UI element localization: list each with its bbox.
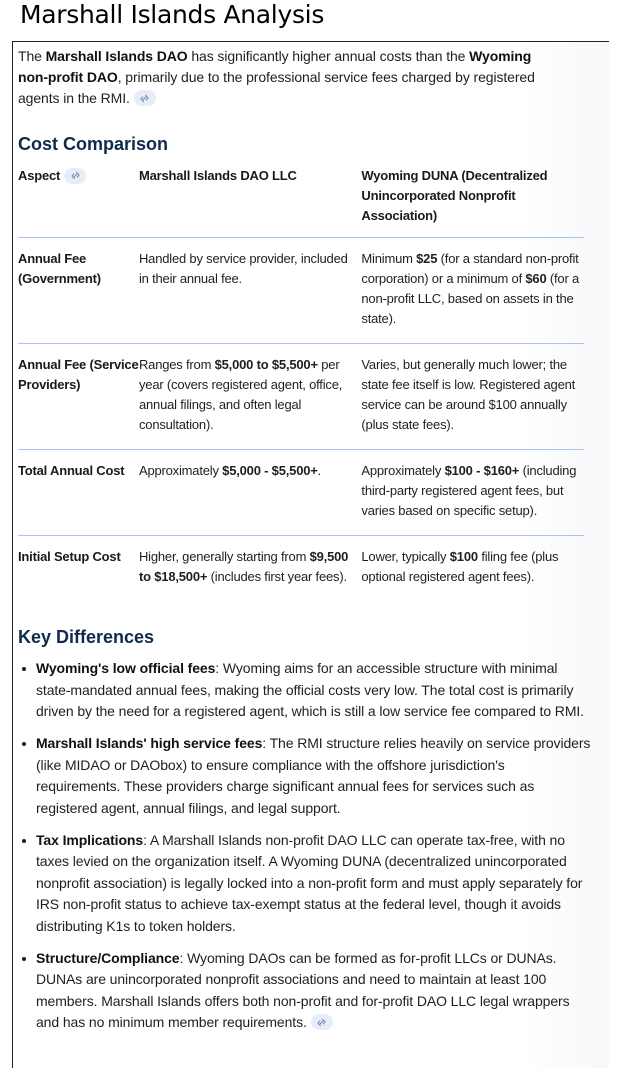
cell-text: Higher, generally starting from [138,549,310,564]
row-wyoming-value [361,450,584,536]
row-wyoming-value [361,238,584,344]
cell-text: Handled by service provider, included in their annual fee. [138,251,348,286]
row-aspect: Initial Setup Cost [18,549,121,564]
intro-bold-mi: Marshall Islands DAO [45,48,188,64]
list-item-text: : Wyoming DAOs can be formed as for-profit LLCs or DUNAs. DUNAs are unincorporated nonprofit associations and need to maintain at least 100 members. Marshall Islands offers both non-profit and for-profit DAO LLC legal wrappers and has no minimum member requirements. [36,949,570,1030]
cell-text: . [317,463,322,478]
citation-link-button[interactable] [134,90,156,106]
section-heading-key-differences: Key Differences [18,627,155,647]
cell-text: (including third-party registered agent fees, but varies based on specific setup). [361,463,577,518]
cell-bold: $5,000 - $5,500+ [222,463,318,478]
list-item-title: Structure/Compliance [36,949,180,966]
table-header-row [18,164,584,238]
intro-text: The [18,48,46,64]
cell-text: Approximately [361,463,445,478]
row-marshall-islands-value [139,238,361,344]
intro-text: has significantly higher annual costs than the [187,48,470,64]
key-differences-list [18,658,591,1044]
intro-paragraph [18,46,563,109]
column-header-aspect [18,164,139,238]
cell-bold: $5,000 to $5,500+ [214,357,318,372]
row-marshall-islands-value [139,344,361,450]
list-item-title: Marshall Islands' high service fees [36,735,263,751]
cell-text: Ranges from [138,357,215,372]
cell-text: Varies, but generally much lower; the state fee itself is low. Registered agent service can be around $100 annually (plus state fees). [361,357,576,432]
list-item [36,830,591,938]
citation-link-button[interactable] [311,1014,333,1030]
column-header-label: Aspect [18,168,61,183]
row-aspect: Annual Fee (Government) [18,238,139,344]
link-icon [71,171,80,180]
column-header-marshall-islands: Marshall Islands DAO LLC [139,164,361,238]
list-item-title: Wyoming's low official fees [36,660,216,676]
row-wyoming-value [361,536,584,602]
list-item-text: : A Marshall Islands non-profit DAO LLC can operate tax-free, with no taxes levied on the organization itself. A Wyoming DUNA (decentralized unincorporated nonprofit association) is legally locked into a non-profit form and must apply separately for IRS non-profit status to achieve tax-exempt status at the federal level, though it avoids distributing K1s to token holders. [36,831,583,934]
row-marshall-islands-value [139,450,361,536]
cell-text: filing fee (plus optional registered agent fees). [361,549,559,584]
cell-text: per year (covers registered agent, office, annual filings, and often legal consultation). [138,357,343,432]
page-title: Marshall Islands Analysis [20,0,325,29]
row-marshall-islands-value [139,536,361,602]
response-content [18,46,591,1030]
cell-text: (includes first year fees). [207,569,347,584]
cell-text: Lower, typically [361,549,450,564]
citation-link-button[interactable] [64,168,86,184]
cell-text: Approximately [138,463,223,478]
intro-bold-wy: Wyoming non-profit DAO [18,48,532,85]
list-item-text: : Wyoming aims for an accessible structure with minimal state-mandated annual fees, making the official costs very low. The total cost is primarily driven by the need for a registered agent, which is still a low service fee compared to RMI. [36,660,584,719]
list-item [36,658,591,723]
list-item-text: : The RMI structure relies heavily on service providers (like MIDAO or DAObox) to ensure compliance with the offshore jurisdiction's requirements. These providers charge significant annual fees for services such as registered agent, annual filings, and legal support. [36,735,591,816]
row-wyoming-value [361,344,584,450]
cell-text: Minimum [361,251,417,266]
cell-bold: $9,500 to $18,500+ [138,549,349,584]
cost-comparison-table [18,164,584,601]
intro-text: , primarily due to the professional service fees charged by registered agents in the RMI. [18,69,535,106]
cell-bold: $60 [525,271,547,286]
list-item [36,948,591,1034]
section-heading-cost-comparison: Cost Comparison [18,134,169,154]
cell-text: (for a non-profit LLC, based on assets in the state). [361,271,580,326]
cell-bold: $100 [449,549,478,564]
list-item-title: Tax Implications [36,831,144,848]
cell-text: (for a standard non-profit corporation) or a minimum of [361,251,579,286]
table-row [18,536,584,602]
cell-bold: $100 - $160+ [444,463,520,478]
list-item [36,733,591,819]
link-icon [317,1018,326,1027]
cell-bold: $25 [416,251,438,266]
row-aspect: Total Annual Cost [18,450,139,536]
table-row [18,238,584,344]
table-row [18,344,584,450]
column-header-wyoming: Wyoming DUNA (Decentralized Unincorporated Nonprofit Association) [361,164,584,238]
link-icon [140,94,149,103]
table-row [18,450,584,536]
row-aspect: Annual Fee (Service Providers) [18,344,139,450]
